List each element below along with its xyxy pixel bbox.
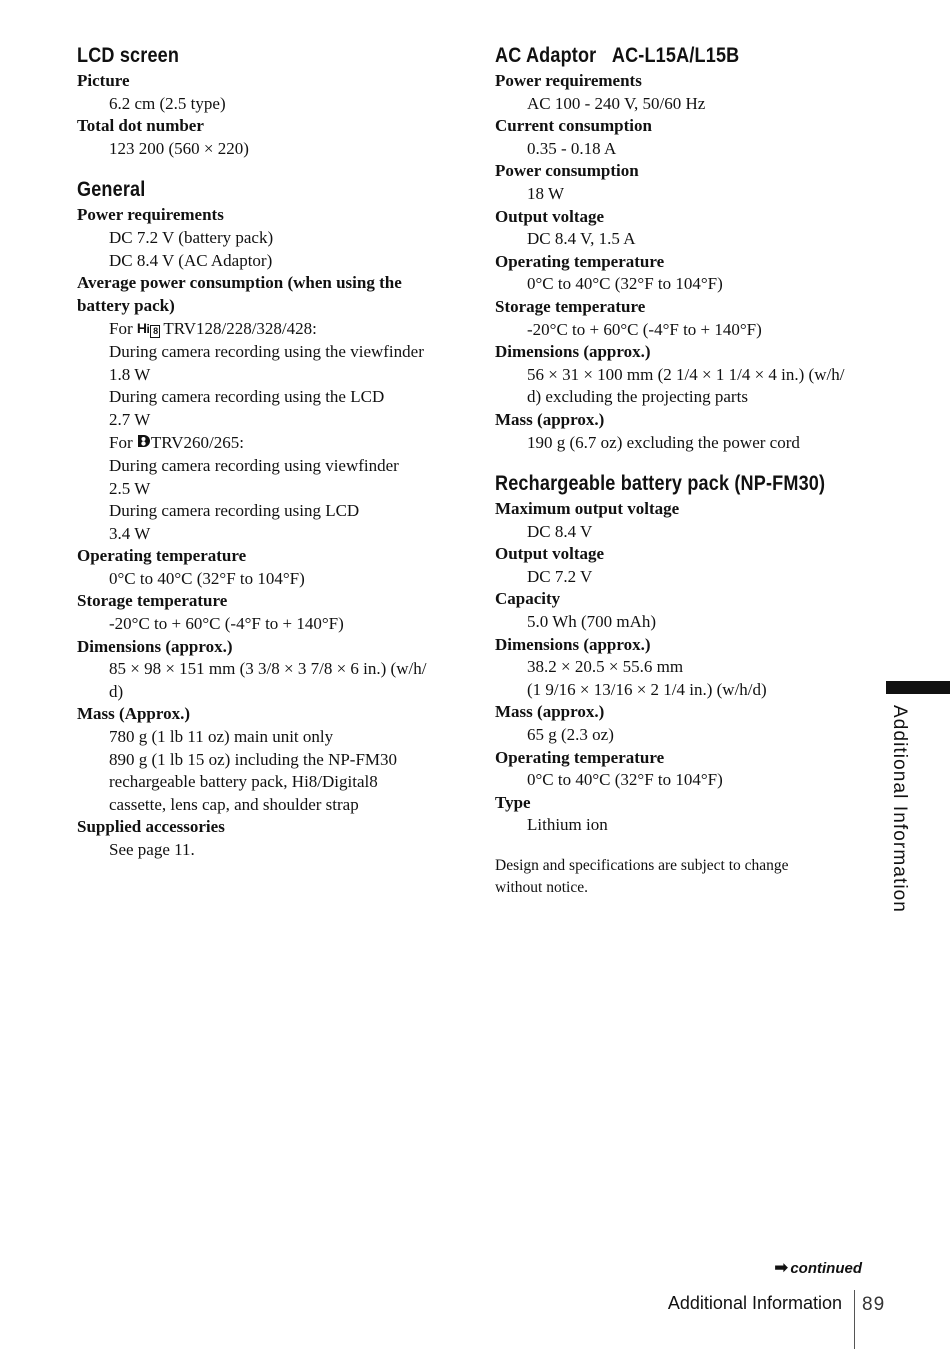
- battery-output-label: Output voltage: [495, 544, 605, 564]
- battery-type-value: Lithium ion: [527, 815, 608, 835]
- battery-heading: Rechargeable battery pack (NP-FM30): [495, 472, 826, 496]
- mass-label: Mass (Approx.): [77, 704, 191, 724]
- side-tab-label: Additional Information: [889, 705, 910, 913]
- avg-power-label-cont: battery pack): [77, 295, 175, 315]
- dimensions-value: d): [109, 681, 124, 701]
- ac-op-temp-label: Operating temperature: [495, 251, 665, 271]
- operating-temperature-label: Operating temperature: [77, 546, 247, 566]
- storage-temperature-label: Storage temperature: [77, 591, 228, 611]
- battery-max-output-label: Maximum output voltage: [495, 499, 680, 519]
- digital8-consumption-line: During camera recording using viewfinder: [109, 455, 399, 475]
- dimensions-value: 85 × 98 × 151 mm (3 3/8 × 3 7/8 × 6 in.) (w/h/: [109, 659, 427, 679]
- ac-output-label: Output voltage: [495, 206, 605, 226]
- ac-adaptor-title: AC Adaptor: [495, 44, 597, 67]
- mass-value: 780 g (1 lb 11 oz) main unit only: [109, 727, 334, 747]
- ac-consumption-label: Power consumption: [495, 161, 639, 181]
- battery-type-label: Type: [495, 792, 531, 812]
- hi8-consumption-line: 1.8 W: [109, 364, 151, 384]
- ac-power-label: Power requirements: [495, 71, 642, 90]
- ac-storage-value: -20°C to + 60°C (-4°F to + 140°F): [527, 319, 762, 339]
- battery-mass-label: Mass (approx.): [495, 702, 605, 722]
- power-requirements-value: DC 7.2 V (battery pack): [109, 227, 274, 247]
- dimensions-label: Dimensions (approx.): [77, 636, 233, 656]
- battery-output-value: DC 7.2 V: [527, 566, 593, 586]
- battery-op-temp-value: 0°C to 40°C (32°F to 104°F): [527, 770, 723, 790]
- dot-number-value: 123 200 (560 × 220): [109, 138, 249, 158]
- side-tab-bar: [886, 681, 950, 694]
- battery-mass-value: 65 g (2.3 oz): [527, 725, 614, 745]
- mass-value: cassette, lens cap, and shoulder strap: [109, 794, 359, 814]
- power-requirements-value: DC 8.4 V (AC Adaptor): [109, 250, 273, 270]
- picture-label: Picture: [77, 71, 130, 90]
- mass-value: rechargeable battery pack, Hi8/Digital8: [109, 772, 378, 792]
- left-column: [77, 42, 457, 862]
- continued-indicator: [774, 1258, 862, 1278]
- avg-power-label: Average power consumption (when using the: [77, 273, 402, 293]
- specification-note: [495, 855, 825, 899]
- storage-temperature-value: -20°C to + 60°C (-4°F to + 140°F): [109, 614, 344, 634]
- ac-mass-label: Mass (approx.): [495, 409, 605, 429]
- ac-adaptor-heading: [495, 42, 822, 70]
- picture-value: 6.2 cm (2.5 type): [109, 93, 226, 113]
- battery-dims-value: 38.2 × 20.5 × 55.6 mm: [527, 657, 684, 677]
- ac-adaptor-model: AC-L15A/L15B: [611, 44, 740, 67]
- hi8-logo-icon: Hi 8: [137, 317, 160, 341]
- continued-label: continued: [790, 1260, 862, 1277]
- ac-dims-label: Dimensions (approx.): [495, 342, 651, 362]
- mass-value: 890 g (1 lb 15 oz) including the NP-FM30: [109, 749, 398, 769]
- digital8-models-line: [77, 431, 457, 455]
- arrow-right-icon: ➡: [774, 1258, 789, 1277]
- digital8-prefix: For: [109, 433, 133, 453]
- digital8-consumption-line: 2.5 W: [109, 478, 151, 498]
- ac-mass-value: 190 g (6.7 oz) excluding the power cord: [527, 432, 800, 452]
- power-requirements-label: Power requirements: [77, 205, 224, 225]
- note-line: Design and specifications are subject to change: [495, 857, 789, 874]
- battery-capacity-value: 5.0 Wh (700 mAh): [527, 612, 657, 632]
- ac-storage-label: Storage temperature: [495, 296, 646, 316]
- digital8-consumption-line: During camera recording using LCD: [109, 501, 360, 521]
- ac-current-value: 0.35 - 0.18 A: [527, 138, 617, 158]
- hi8-consumption-line: 2.7 W: [109, 409, 151, 429]
- dot-number-label: Total dot number: [77, 116, 204, 136]
- footer-section-title: Additional Information: [667, 1293, 842, 1313]
- footer-divider: [854, 1290, 855, 1349]
- hi8-models-line: [77, 317, 457, 341]
- hi8-prefix: For: [109, 319, 133, 339]
- ac-dims-value: 56 × 31 × 100 mm (2 1/4 × 1 1/4 × 4 in.) (w/h/: [527, 364, 845, 384]
- note-line: without notice.: [495, 879, 588, 896]
- hi8-consumption-line: During camera recording using the viewfinder: [109, 341, 424, 361]
- ac-consumption-value: 18 W: [527, 183, 564, 203]
- battery-dims-label: Dimensions (approx.): [495, 634, 651, 654]
- battery-capacity-label: Capacity: [495, 589, 561, 609]
- accessories-label: Supplied accessories: [77, 817, 225, 837]
- battery-op-temp-label: Operating temperature: [495, 747, 665, 767]
- general-heading: General: [77, 178, 146, 202]
- digital8-logo-icon: [137, 431, 151, 454]
- digital8-consumption-line: 3.4 W: [109, 523, 151, 543]
- ac-op-temp-value: 0°C to 40°C (32°F to 104°F): [527, 274, 723, 294]
- ac-output-value: DC 8.4 V, 1.5 A: [527, 229, 636, 249]
- accessories-value: See page 11.: [109, 840, 195, 859]
- ac-current-label: Current consumption: [495, 116, 652, 136]
- battery-max-output-value: DC 8.4 V: [527, 521, 593, 541]
- page-number: 89: [862, 1294, 886, 1315]
- battery-dims-value: (1 9/16 × 13/16 × 2 1/4 in.) (w/h/d): [527, 679, 767, 699]
- operating-temperature-value: 0°C to 40°C (32°F to 104°F): [109, 568, 305, 588]
- right-column: [495, 42, 875, 899]
- digital8-models: TRV260/265:: [150, 433, 244, 453]
- hi8-models: TRV128/228/328/428:: [163, 319, 317, 339]
- ac-dims-value: d) excluding the projecting parts: [527, 387, 748, 407]
- lcd-heading: LCD screen: [77, 44, 180, 67]
- ac-power-value: AC 100 - 240 V, 50/60 Hz: [527, 93, 706, 113]
- hi8-consumption-line: During camera recording using the LCD: [109, 387, 385, 407]
